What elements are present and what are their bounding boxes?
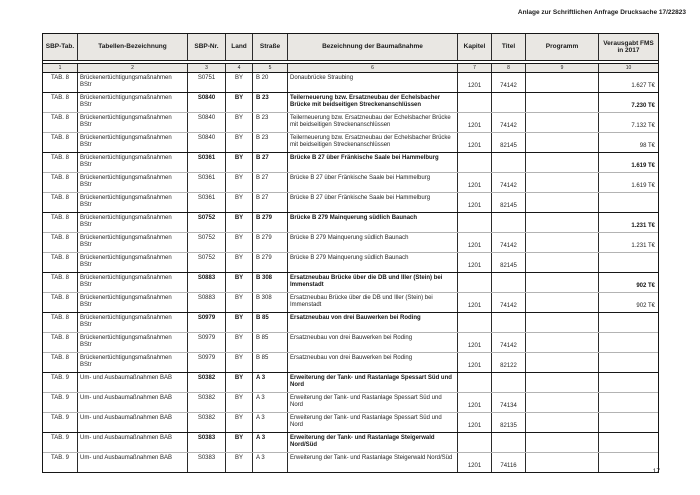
cell-strasse: A 3 bbox=[253, 373, 288, 392]
cell-nr: S0840 bbox=[188, 113, 226, 132]
cell-tabelle: Brückenertüchtigungsmaßnahmen BStr bbox=[78, 93, 188, 112]
cell-tab: TAB. 9 bbox=[43, 413, 78, 432]
cell-text: Teilerneuerung bzw. Ersatzneubau der Echelsbacher Brücke mit beidseitigen Streckenanschlüssen bbox=[288, 93, 458, 112]
cell-betrag bbox=[599, 453, 658, 472]
cell-tabelle: Um- und Ausbaumaßnahmen BAB bbox=[78, 373, 188, 392]
cell-tab: TAB. 9 bbox=[43, 433, 78, 452]
table-row bbox=[43, 172, 658, 192]
cell-nr: S0752 bbox=[188, 253, 226, 272]
cell-tab: TAB. 8 bbox=[43, 273, 78, 292]
cell-programm bbox=[526, 273, 599, 292]
cell-tab: TAB. 8 bbox=[43, 93, 78, 112]
cell-tabelle: Brückenertüchtigungsmaßnahmen BStr bbox=[78, 133, 188, 152]
cell-land: BY bbox=[226, 73, 253, 92]
cell-kapitel: 1201 bbox=[458, 353, 492, 372]
cell-text: Erweiterung der Tank- und Rastanlage Spessart Süd und Nord bbox=[288, 393, 458, 412]
cell-betrag: 902 T€ bbox=[636, 282, 655, 289]
cell-tab: TAB. 9 bbox=[43, 393, 78, 412]
table-row bbox=[43, 92, 658, 112]
cell-titel bbox=[492, 313, 526, 332]
cell-nr: S0382 bbox=[188, 373, 226, 392]
cell-programm bbox=[526, 313, 599, 332]
cell-tabelle: Brückenertüchtigungsmaßnahmen BStr bbox=[78, 233, 188, 252]
table-row bbox=[43, 292, 658, 312]
header-cell-land: Land bbox=[226, 34, 253, 60]
header-cell-baumassnahme: Bezeichnung der Baumaßnahme bbox=[288, 34, 458, 60]
cell-nr: S0383 bbox=[188, 433, 226, 452]
cell-nr: S0840 bbox=[188, 133, 226, 152]
cell-tabelle: Brückenertüchtigungsmaßnahmen BStr bbox=[78, 153, 188, 172]
cell-kapitel: 1201 bbox=[458, 293, 492, 312]
cell-text: Ersatzneubau Brücke über die DB und Iller (Stein) bei Immenstadt bbox=[288, 273, 458, 292]
header-cell-verausgabt: Verausgabt FMS in 2017 bbox=[603, 39, 654, 54]
cell-text: Teilerneuerung bzw. Ersatzneubau der Echelsbacher Brücke mit beidseitigen Streckenanschlüssen bbox=[288, 113, 458, 132]
cell-nr: S0840 bbox=[188, 93, 226, 112]
cell-text: Erweiterung der Tank- und Rastanlage Steigerwald Nord/Süd bbox=[288, 453, 458, 472]
table-row bbox=[43, 392, 658, 412]
cell-text: Erweiterung der Tank- und Rastanlage Spessart Süd und Nord bbox=[288, 413, 458, 432]
cell-betrag bbox=[599, 373, 658, 392]
cell-kapitel: 1201 bbox=[458, 233, 492, 252]
cell-titel bbox=[492, 373, 526, 392]
cell-land: BY bbox=[226, 173, 253, 192]
cell-strasse: B 85 bbox=[253, 353, 288, 372]
cell-strasse: B 279 bbox=[253, 253, 288, 272]
cell-betrag: 1.619 T€ bbox=[631, 162, 655, 169]
table-row bbox=[43, 432, 658, 452]
results-table bbox=[42, 33, 659, 473]
cell-kapitel bbox=[458, 433, 492, 452]
cell-programm bbox=[526, 233, 599, 252]
cell-strasse: B 85 bbox=[253, 333, 288, 352]
column-number-cell: 2 bbox=[78, 64, 188, 72]
cell-titel bbox=[492, 93, 526, 112]
cell-programm bbox=[526, 433, 599, 452]
cell-titel bbox=[492, 433, 526, 452]
cell-programm bbox=[526, 193, 599, 212]
column-number-cell: 1 bbox=[43, 64, 78, 72]
table-row bbox=[43, 212, 658, 232]
cell-kapitel bbox=[458, 313, 492, 332]
cell-nr: S0752 bbox=[188, 213, 226, 232]
cell-kapitel: 1201 bbox=[458, 253, 492, 272]
table-row bbox=[43, 312, 658, 332]
cell-titel: 74142 bbox=[492, 293, 526, 312]
cell-titel: 82135 bbox=[492, 413, 526, 432]
cell-tab: TAB. 8 bbox=[43, 173, 78, 192]
cell-tabelle: Um- und Ausbaumaßnahmen BAB bbox=[78, 433, 188, 452]
cell-land: BY bbox=[226, 333, 253, 352]
cell-betrag: 1.231 T€ bbox=[631, 242, 655, 249]
cell-tab: TAB. 8 bbox=[43, 213, 78, 232]
cell-kapitel bbox=[458, 93, 492, 112]
cell-land: BY bbox=[226, 253, 253, 272]
cell-land: BY bbox=[226, 133, 253, 152]
cell-tabelle: Um- und Ausbaumaßnahmen BAB bbox=[78, 453, 188, 472]
cell-programm bbox=[526, 93, 599, 112]
cell-kapitel: 1201 bbox=[458, 133, 492, 152]
cell-strasse: B 308 bbox=[253, 293, 288, 312]
table-row bbox=[43, 332, 658, 352]
cell-programm bbox=[526, 373, 599, 392]
column-number-cell: 3 bbox=[188, 64, 226, 72]
cell-text: Ersatzneubau von drei Bauwerken bei Roding bbox=[288, 353, 458, 372]
table-row bbox=[43, 232, 658, 252]
table-row bbox=[43, 272, 658, 292]
cell-strasse: B 23 bbox=[253, 113, 288, 132]
cell-land: BY bbox=[226, 273, 253, 292]
cell-text: Erweiterung der Tank- und Rastanlage Spessart Süd und Nord bbox=[288, 373, 458, 392]
cell-nr: S0979 bbox=[188, 313, 226, 332]
cell-programm bbox=[526, 453, 599, 472]
cell-tab: TAB. 8 bbox=[43, 193, 78, 212]
cell-strasse: A 3 bbox=[253, 413, 288, 432]
cell-kapitel: 1201 bbox=[458, 73, 492, 92]
cell-text: Brücke B 279 Mainquerung südlich Baunach bbox=[288, 253, 458, 272]
cell-kapitel bbox=[458, 153, 492, 172]
cell-tab: TAB. 8 bbox=[43, 233, 78, 252]
cell-programm bbox=[526, 213, 599, 232]
cell-strasse: B 23 bbox=[253, 93, 288, 112]
cell-land: BY bbox=[226, 233, 253, 252]
cell-tabelle: Um- und Ausbaumaßnahmen BAB bbox=[78, 413, 188, 432]
cell-tab: TAB. 8 bbox=[43, 153, 78, 172]
cell-text: Ersatzneubau von drei Bauwerken bei Roding bbox=[288, 313, 458, 332]
page-annotation: Anlage zur Schriftlichen Anfrage Drucksache 17/22823 bbox=[517, 9, 686, 16]
cell-nr: S0751 bbox=[188, 73, 226, 92]
cell-betrag bbox=[599, 413, 658, 432]
table-row bbox=[43, 112, 658, 132]
cell-land: BY bbox=[226, 393, 253, 412]
column-number-cell: 8 bbox=[492, 64, 526, 72]
cell-strasse: A 3 bbox=[253, 453, 288, 472]
cell-tabelle: Brückenertüchtigungsmaßnahmen BStr bbox=[78, 293, 188, 312]
cell-betrag bbox=[599, 433, 658, 452]
cell-strasse: B 85 bbox=[253, 313, 288, 332]
cell-betrag bbox=[599, 313, 658, 332]
table-row bbox=[43, 412, 658, 432]
cell-land: BY bbox=[226, 113, 253, 132]
cell-strasse: B 27 bbox=[253, 193, 288, 212]
cell-tabelle: Brückenertüchtigungsmaßnahmen BStr bbox=[78, 213, 188, 232]
cell-kapitel bbox=[458, 213, 492, 232]
cell-titel: 74142 bbox=[492, 113, 526, 132]
cell-betrag bbox=[599, 253, 658, 272]
cell-kapitel bbox=[458, 373, 492, 392]
cell-nr: S0752 bbox=[188, 233, 226, 252]
cell-betrag: 1.231 T€ bbox=[631, 222, 655, 229]
cell-titel bbox=[492, 153, 526, 172]
column-number-cell: 7 bbox=[458, 64, 492, 72]
table-row bbox=[43, 252, 658, 272]
cell-programm bbox=[526, 253, 599, 272]
cell-text: Brücke B 27 über Fränkische Saale bei Hammelburg bbox=[288, 193, 458, 212]
cell-nr: S0361 bbox=[188, 173, 226, 192]
cell-kapitel: 1201 bbox=[458, 113, 492, 132]
cell-tab: TAB. 8 bbox=[43, 353, 78, 372]
cell-tab: TAB. 9 bbox=[43, 373, 78, 392]
cell-tabelle: Brückenertüchtigungsmaßnahmen BStr bbox=[78, 253, 188, 272]
cell-titel: 74142 bbox=[492, 333, 526, 352]
cell-titel bbox=[492, 213, 526, 232]
cell-land: BY bbox=[226, 353, 253, 372]
table-body bbox=[43, 73, 658, 472]
column-number-row bbox=[43, 63, 658, 73]
cell-programm bbox=[526, 73, 599, 92]
header-cell-kapitel: Kapitel bbox=[458, 34, 492, 60]
cell-land: BY bbox=[226, 153, 253, 172]
table-row bbox=[43, 452, 658, 472]
table-row bbox=[43, 192, 658, 212]
cell-strasse: A 3 bbox=[253, 393, 288, 412]
column-number-cell: 6 bbox=[288, 64, 458, 72]
cell-kapitel: 1201 bbox=[458, 173, 492, 192]
column-number-cell: 10 bbox=[625, 65, 632, 71]
cell-kapitel: 1201 bbox=[458, 393, 492, 412]
cell-programm bbox=[526, 413, 599, 432]
cell-text: Brücke B 27 über Fränkische Saale bei Hammelburg bbox=[288, 173, 458, 192]
cell-tab: TAB. 8 bbox=[43, 133, 78, 152]
cell-tabelle: Brückenertüchtigungsmaßnahmen BStr bbox=[78, 193, 188, 212]
cell-tabelle: Brückenertüchtigungsmaßnahmen BStr bbox=[78, 333, 188, 352]
cell-land: BY bbox=[226, 433, 253, 452]
cell-tabelle: Brückenertüchtigungsmaßnahmen BStr bbox=[78, 313, 188, 332]
cell-betrag: 7.230 T€ bbox=[631, 102, 655, 109]
column-number-cell: 5 bbox=[253, 64, 288, 72]
cell-nr: S0883 bbox=[188, 293, 226, 312]
cell-strasse: B 308 bbox=[253, 273, 288, 292]
cell-land: BY bbox=[226, 293, 253, 312]
page-number: 17 bbox=[652, 468, 660, 475]
column-number-cell: 9 bbox=[526, 64, 599, 72]
cell-tab: TAB. 8 bbox=[43, 293, 78, 312]
cell-strasse: B 27 bbox=[253, 153, 288, 172]
cell-nr: S0979 bbox=[188, 333, 226, 352]
cell-nr: S0382 bbox=[188, 393, 226, 412]
cell-land: BY bbox=[226, 193, 253, 212]
cell-land: BY bbox=[226, 453, 253, 472]
cell-kapitel: 1201 bbox=[458, 453, 492, 472]
cell-programm bbox=[526, 333, 599, 352]
cell-titel: 74142 bbox=[492, 73, 526, 92]
cell-nr: S0383 bbox=[188, 453, 226, 472]
cell-titel: 74134 bbox=[492, 393, 526, 412]
cell-land: BY bbox=[226, 313, 253, 332]
cell-nr: S0382 bbox=[188, 413, 226, 432]
cell-tab: TAB. 8 bbox=[43, 73, 78, 92]
cell-kapitel: 1201 bbox=[458, 413, 492, 432]
cell-tabelle: Brückenertüchtigungsmaßnahmen BStr bbox=[78, 173, 188, 192]
cell-betrag: 1.619 T€ bbox=[631, 182, 655, 189]
cell-kapitel: 1201 bbox=[458, 333, 492, 352]
cell-betrag bbox=[599, 333, 658, 352]
header-cell-strasse: Straße bbox=[253, 34, 288, 60]
cell-titel: 82145 bbox=[492, 253, 526, 272]
cell-betrag: 1.627 T€ bbox=[631, 82, 655, 89]
cell-betrag: 7.132 T€ bbox=[631, 122, 655, 129]
cell-tabelle: Brückenertüchtigungsmaßnahmen BStr bbox=[78, 273, 188, 292]
cell-strasse: B 27 bbox=[253, 173, 288, 192]
cell-programm bbox=[526, 113, 599, 132]
header-cell-tabellen-bezeichnung: Tabellen-Bezeichnung bbox=[78, 34, 188, 60]
cell-betrag: 902 T€ bbox=[636, 302, 655, 309]
cell-nr: S0361 bbox=[188, 153, 226, 172]
table-row bbox=[43, 352, 658, 372]
cell-programm bbox=[526, 353, 599, 372]
cell-programm bbox=[526, 393, 599, 412]
cell-nr: S0979 bbox=[188, 353, 226, 372]
cell-land: BY bbox=[226, 93, 253, 112]
cell-strasse: B 279 bbox=[253, 233, 288, 252]
cell-strasse: B 20 bbox=[253, 73, 288, 92]
header-cell-titel: Titel bbox=[492, 34, 526, 60]
cell-tabelle: Brückenertüchtigungsmaßnahmen BStr bbox=[78, 113, 188, 132]
table-row bbox=[43, 132, 658, 152]
cell-strasse: B 279 bbox=[253, 213, 288, 232]
cell-text: Ersatzneubau Brücke über die DB und Iller (Stein) bei Immenstadt bbox=[288, 293, 458, 312]
cell-programm bbox=[526, 153, 599, 172]
cell-programm bbox=[526, 293, 599, 312]
cell-tab: TAB. 9 bbox=[43, 453, 78, 472]
cell-text: Donaubrücke Straubing bbox=[288, 73, 458, 92]
cell-kapitel: 1201 bbox=[458, 193, 492, 212]
cell-tab: TAB. 8 bbox=[43, 333, 78, 352]
cell-text: Erweiterung der Tank- und Rastanlage Steigerwald Nord/Süd bbox=[288, 433, 458, 452]
cell-land: BY bbox=[226, 413, 253, 432]
cell-land: BY bbox=[226, 373, 253, 392]
cell-text: Brücke B 279 Mainquerung südlich Baunach bbox=[288, 233, 458, 252]
cell-land: BY bbox=[226, 213, 253, 232]
cell-betrag bbox=[599, 393, 658, 412]
cell-nr: S0883 bbox=[188, 273, 226, 292]
cell-tabelle: Brückenertüchtigungsmaßnahmen BStr bbox=[78, 73, 188, 92]
header-cell-sbp-tab: SBP-Tab. bbox=[43, 34, 78, 60]
header-cell-sbp-nr: SBP-Nr. bbox=[188, 34, 226, 60]
cell-strasse: A 3 bbox=[253, 433, 288, 452]
cell-kapitel bbox=[458, 273, 492, 292]
cell-tabelle: Brückenertüchtigungsmaßnahmen BStr bbox=[78, 353, 188, 372]
cell-programm bbox=[526, 173, 599, 192]
cell-tab: TAB. 8 bbox=[43, 313, 78, 332]
cell-programm bbox=[526, 133, 599, 152]
table-row bbox=[43, 152, 658, 172]
cell-titel: 82122 bbox=[492, 353, 526, 372]
cell-titel: 82145 bbox=[492, 133, 526, 152]
cell-betrag bbox=[599, 193, 658, 212]
table-header-row bbox=[43, 34, 658, 60]
cell-text: Teilerneuerung bzw. Ersatzneubau der Echelsbacher Brücke mit beidseitigen Streckenanschlüssen bbox=[288, 133, 458, 152]
cell-titel: 74142 bbox=[492, 173, 526, 192]
cell-text: Brücke B 279 Mainquerung südlich Baunach bbox=[288, 213, 458, 232]
table-row bbox=[43, 73, 658, 92]
cell-betrag bbox=[599, 353, 658, 372]
cell-tabelle: Um- und Ausbaumaßnahmen BAB bbox=[78, 393, 188, 412]
cell-titel: 74142 bbox=[492, 233, 526, 252]
header-cell-programm: Programm bbox=[526, 34, 599, 60]
cell-text: Ersatzneubau von drei Bauwerken bei Roding bbox=[288, 333, 458, 352]
cell-nr: S0361 bbox=[188, 193, 226, 212]
table-row bbox=[43, 372, 658, 392]
cell-titel: 74116 bbox=[492, 453, 526, 472]
cell-strasse: B 23 bbox=[253, 133, 288, 152]
cell-text: Brücke B 27 über Fränkische Saale bei Hammelburg bbox=[288, 153, 458, 172]
column-number-cell: 4 bbox=[226, 64, 253, 72]
cell-tab: TAB. 8 bbox=[43, 253, 78, 272]
cell-titel bbox=[492, 273, 526, 292]
cell-tab: TAB. 8 bbox=[43, 113, 78, 132]
cell-betrag: 98 T€ bbox=[639, 142, 655, 149]
cell-titel: 82145 bbox=[492, 193, 526, 212]
